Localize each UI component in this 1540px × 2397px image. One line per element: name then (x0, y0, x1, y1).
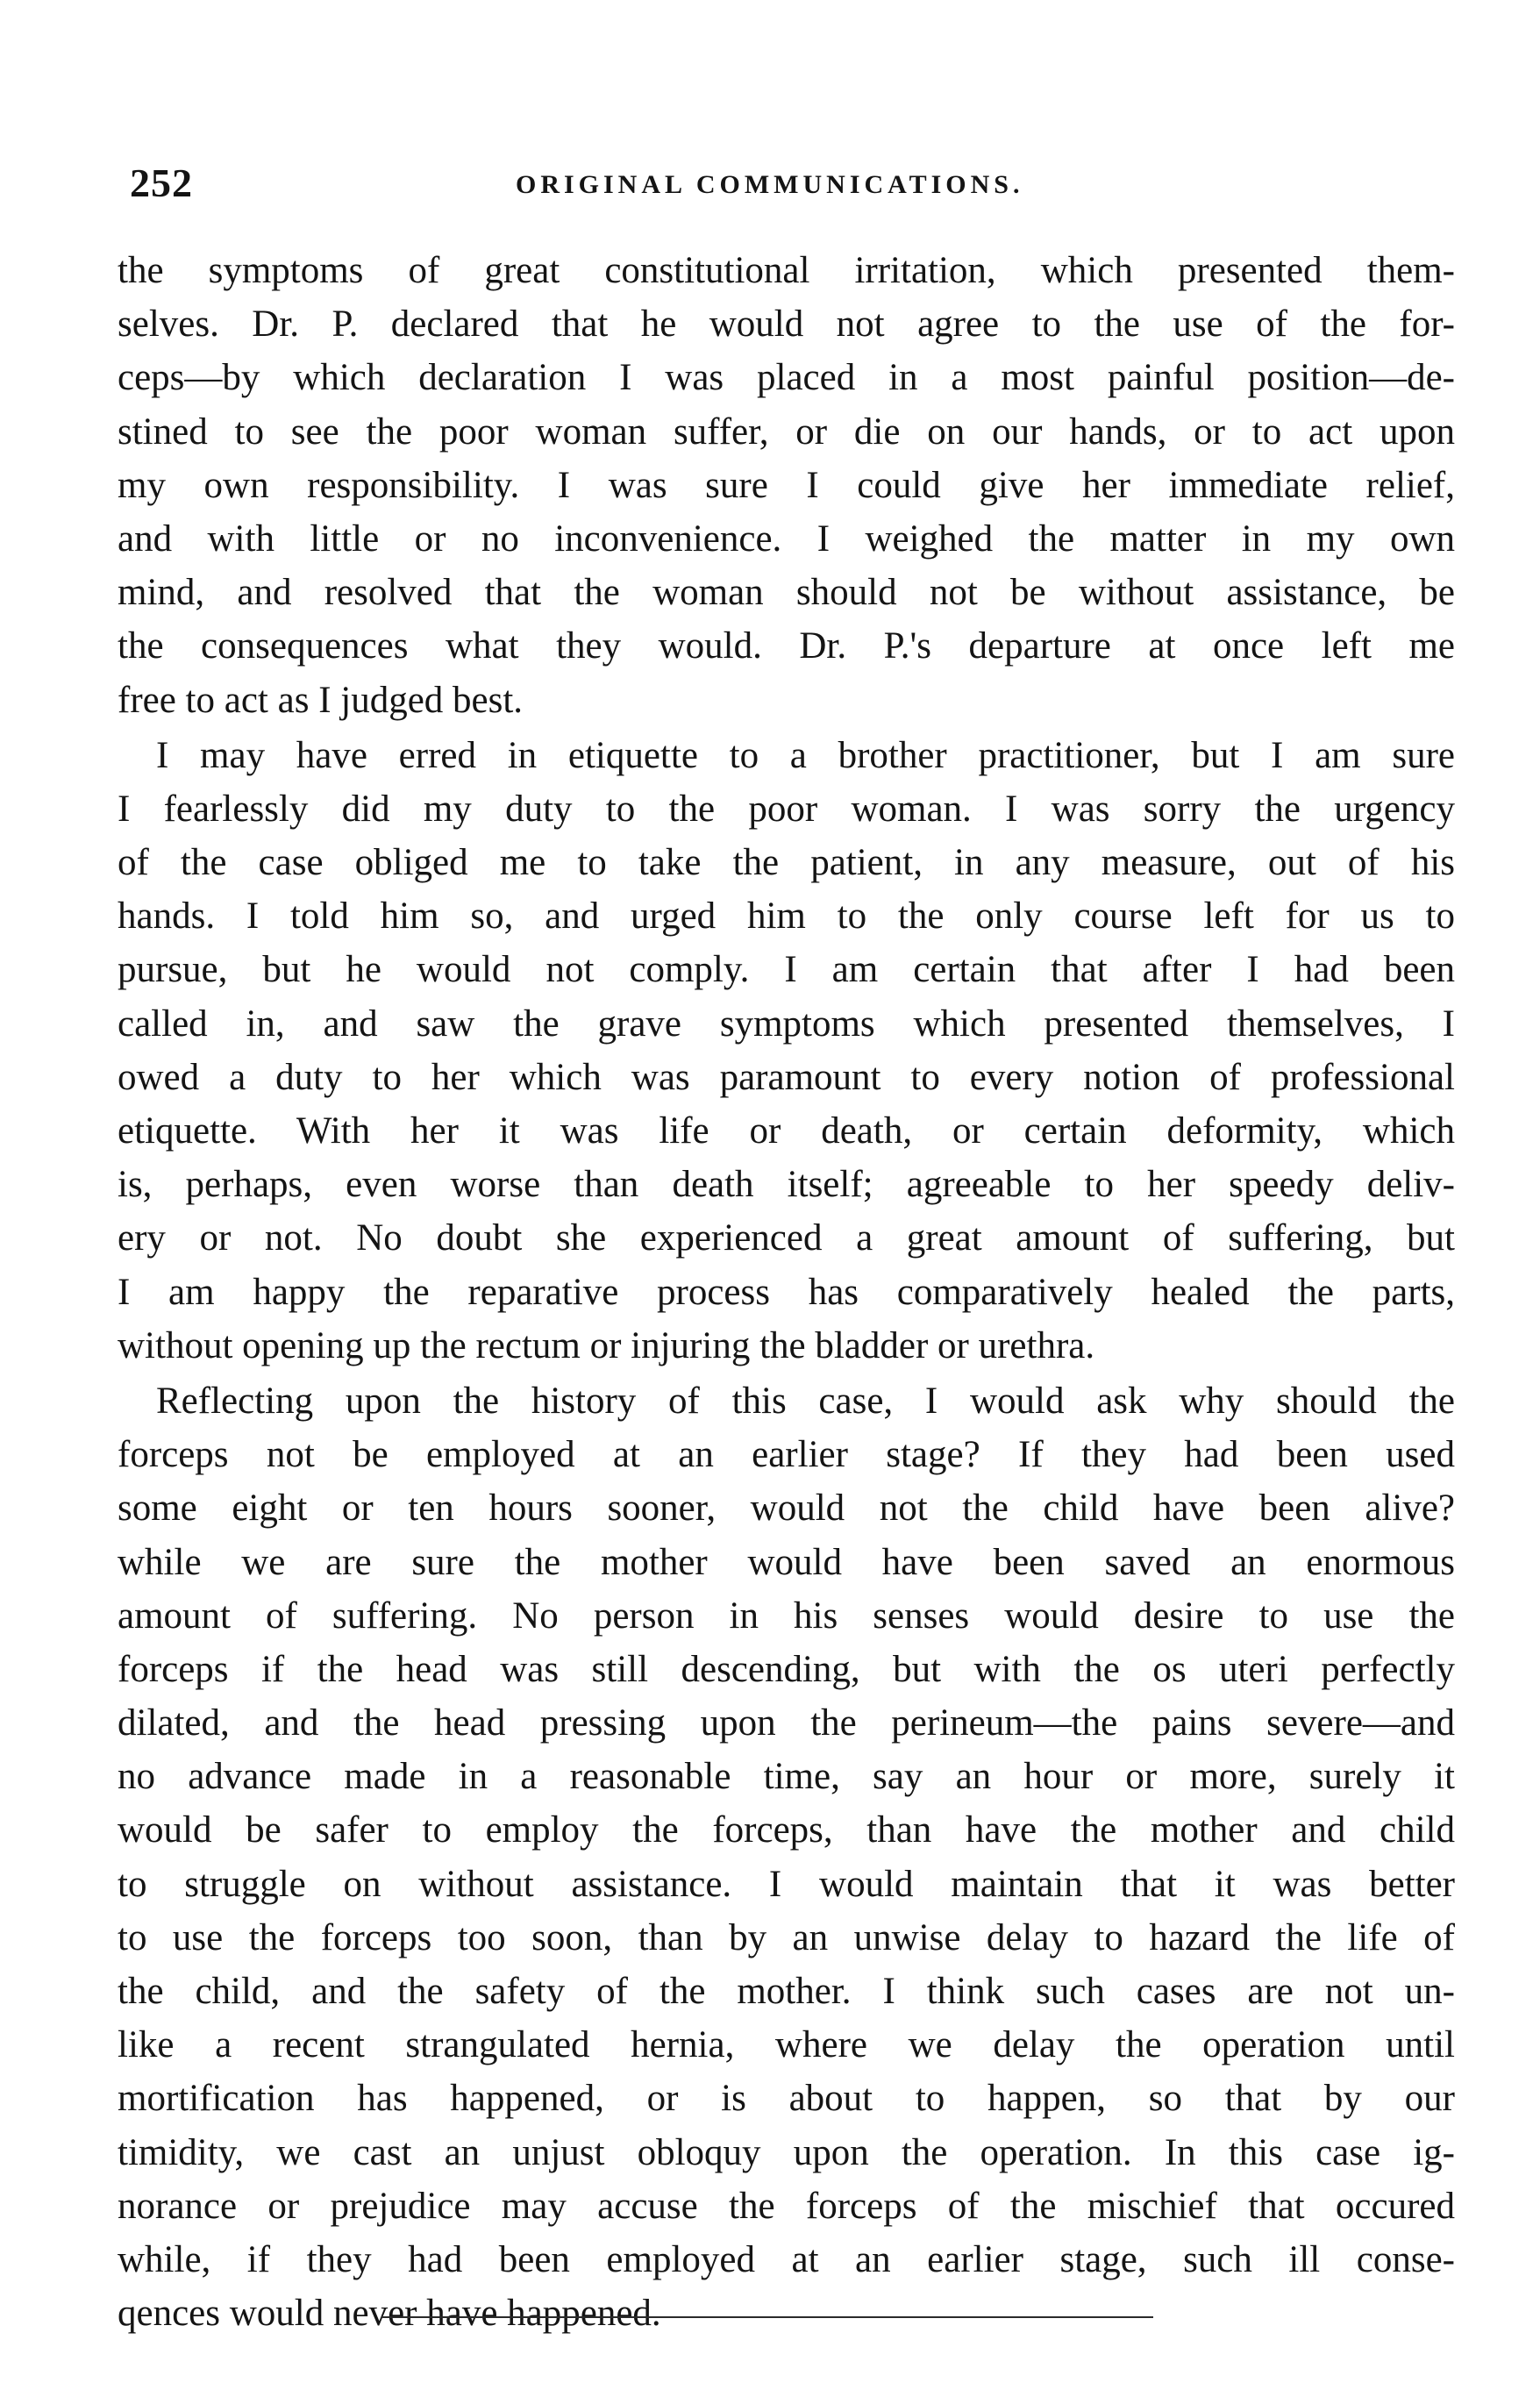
text-line: no advance made in a reasonable time, say an hour or more, surely it (118, 1756, 1455, 1798)
body-text (118, 244, 1455, 2340)
text-line: ceps—by which declaration I was placed in a most painful position—de- (118, 357, 1455, 399)
text-line: while, if they had been employed at an earlier stage, such ill conse- (118, 2238, 1455, 2280)
text-line: etiquette. With her it was life or death, or certain deformity, which (118, 1110, 1455, 1152)
section-title: ORIGINAL COMMUNICATIONS. (516, 170, 1024, 199)
text-line: forceps if the head was still descending, but with the os uteri perfectly (118, 1648, 1455, 1690)
text-line: Reflecting upon the history of this case, I would ask why should the (156, 1380, 1455, 1422)
text-line: the consequences what they would. Dr. P.'s departure at once left me (118, 625, 1455, 667)
text-line: mortification has happened, or is about to happen, so that by our (118, 2078, 1455, 2120)
text-line: while we are sure the mother would have been saved an enormous (118, 1541, 1455, 1583)
text-line: of the case obliged me to take the patient, in any measure, out of his (118, 842, 1455, 884)
text-line: I am happy the reparative process has comparatively healed the parts, (118, 1271, 1455, 1313)
page-number: 252 (130, 161, 193, 205)
text-line: qences would never have happened. (118, 2293, 661, 2335)
paragraph (118, 1374, 1455, 2340)
running-head (130, 160, 1452, 212)
text-line: owed a duty to her which was paramount to every notion of professional (118, 1056, 1455, 1098)
footer-rule (381, 2316, 1153, 2318)
text-line: hands. I told him so, and urged him to the only course left for us to (118, 895, 1455, 938)
text-line: free to act as I judged best. (118, 679, 524, 721)
text-line: amount of suffering. No person in his senses would desire to use the (118, 1594, 1455, 1637)
paragraph (118, 729, 1455, 1373)
text-line: mind, and resolved that the woman should not be without assistance, be (118, 572, 1455, 614)
text-line: the child, and the safety of the mother. I think such cases are not un- (118, 1971, 1455, 2012)
text-line: ery or not. No doubt she experienced a great amount of suffering, but (118, 1217, 1455, 1259)
text-line: like a recent strangulated hernia, where we delay the operation until (118, 2024, 1455, 2066)
text-line: timidity, we cast an unjust obloquy upon the operation. In this case ig- (118, 2131, 1455, 2173)
text-line: the symptoms of great constitutional irritation, which presented them- (118, 250, 1455, 291)
text-line: stined to see the poor woman suffer, or die on our hands, or to act upon (118, 410, 1455, 453)
text-line: is, perhaps, even worse than death itself; agreeable to her speedy deliv- (118, 1164, 1455, 1206)
text-line: forceps not be employed at an earlier stage? If they had been used (118, 1434, 1455, 1476)
text-line: some eight or ten hours sooner, would not the child have been alive? (118, 1487, 1455, 1530)
text-line: to struggle on without assistance. I would maintain that it was better (118, 1863, 1455, 1905)
text-line: and with little or no inconvenience. I weighed the matter in my own (118, 517, 1455, 560)
text-line: I fearlessly did my duty to the poor woman. I was sorry the urgency (118, 788, 1455, 830)
text-line: norance or prejudice may accuse the forceps of the mischief that occured (118, 2185, 1455, 2227)
text-line: dilated, and the head pressing upon the perineum—the pains severe—and (118, 1702, 1455, 1744)
text-line: called in, and saw the grave symptoms which presented themselves, I (118, 1002, 1455, 1045)
text-line: my own responsibility. I was sure I could give her immediate relief, (118, 464, 1455, 506)
text-line: to use the forceps too soon, than by an unwise delay to hazard the life of (118, 1916, 1455, 1958)
text-line: pursue, but he would not comply. I am certain that after I had been (118, 949, 1455, 991)
text-line: without opening up the rectum or injuring the bladder or urethra. (118, 1324, 1095, 1366)
paragraph (118, 244, 1455, 727)
text-line: selves. Dr. P. declared that he would not agree to the use of the for- (118, 303, 1455, 346)
text-line: would be safer to employ the forceps, than have the mother and child (118, 1809, 1455, 1851)
text-line: I may have erred in etiquette to a brother practitioner, but I am sure (156, 734, 1455, 776)
